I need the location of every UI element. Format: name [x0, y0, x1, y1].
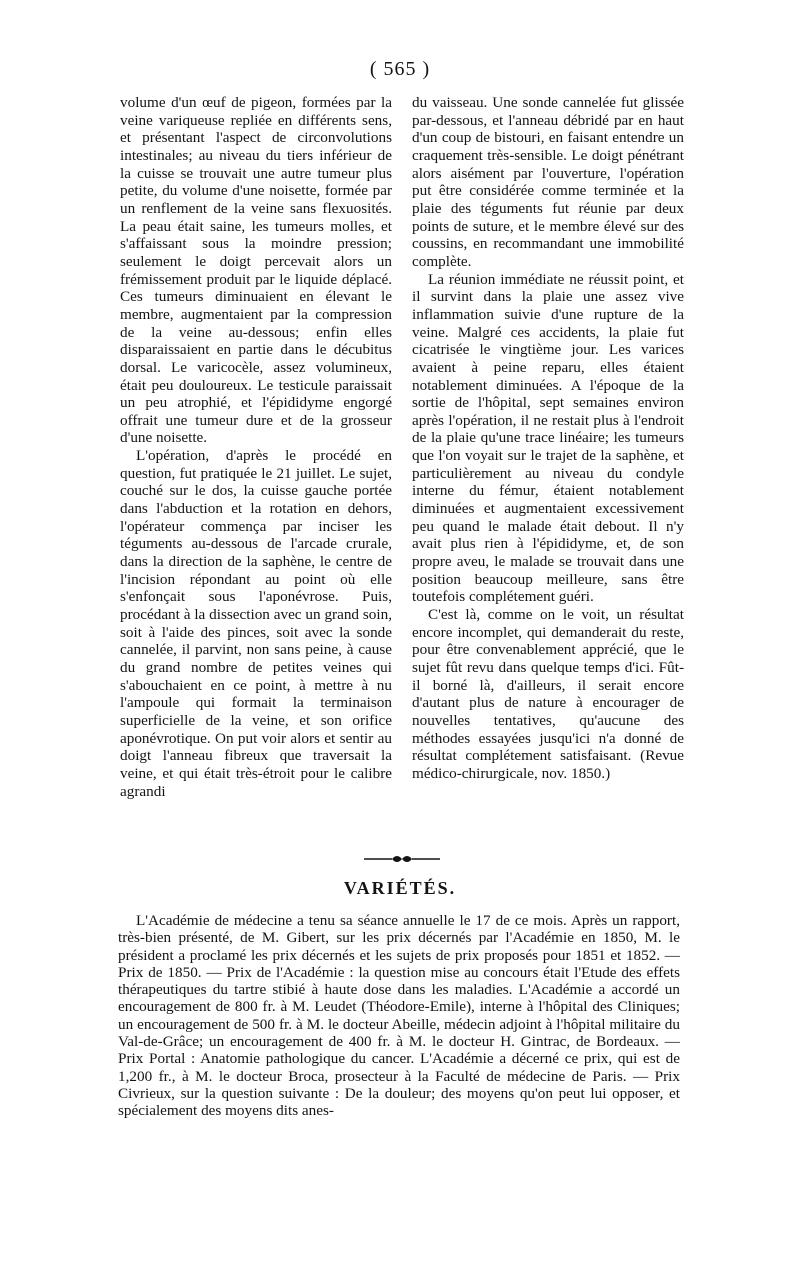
right-paragraph-3: C'est là, comme on le voit, un résultat encore incomplet, qui demanderait du reste, pour être convenablement apprécié, que le sujet fût revu dans quelque temps d'ici. Fût-il borné là, d'ailleurs, il serait encore d'autant plus de nature à encourager de nouvelles tentatives, qu'aucune des méthodes essayées jusqu'ici n'a donné de résultat complétement satisfaisant. (Revue médico-chirurgicale, nov. 1850.): [412, 606, 684, 782]
varietes-section: [118, 912, 680, 1120]
right-paragraph-2: La réunion immédiate ne réussit point, et il survint dans la plaie une assez vive inflammation suivie d'une rupture de la veine. Malgré ces accidents, la plaie fut cicatrisée le vingtième jour. Les varices avaient à peine reparu, elles étaient notablement diminuées. A l'époque de la sortie de l'hôpital, sept semaines environ après l'opération, il ne restait plus à l'endroit de la plaie qu'une trace linéaire; les tumeurs que l'on voyait sur le trajet de la saphène, et particulièrement au niveau du condyle interne du fémur, étaient notablement diminuées et augmentaient excessivement peu quand le malade était debout. Il n'y avait plus rien à l'épididyme, et, de son propre aveu, le malade se trouvait dans une position beaucoup meilleure, sans être toutefois complétement guéri.: [412, 270, 684, 606]
varietes-paragraph: L'Académie de médecine a tenu sa séance annuelle le 17 de ce mois. Après un rapport, très-bien présenté, de M. Gibert, sur les prix décernés par l'Académie en 1850, M. le président a proclamé les prix décernés et les sujets de prix proposés pour 1851 et 1852. — Prix de 1850. — Prix de l'Académie : la question mise au concours était l'Etude des effets thérapeutiques du tartre stibié à haute dose dans les maladies. L'Académie a accordé un encouragement de 800 fr. à M. Leudet (Théodore-Emile), interne à l'hôpital des Cliniques; un encouragement de 500 fr. à M. le docteur Abeille, médecin adjoint à l'hôpital militaire du Val-de-Grâce; un encouragement de 400 fr. à M. le docteur H. Gintrac, de Bordeaux. — Prix Portal : Anatomie pathologique du cancer. L'Académie a décerné ce prix, qui est de 1,200 fr., à M. le docteur Broca, prosecteur à la Faculté de médecine de Paris. — Prix Civrieux, sur la question suivante : De la douleur; des moyens qu'on peut lui opposer, et spécialement des moyens dits anes-: [118, 912, 680, 1120]
page-number: ( 565 ): [369, 58, 431, 80]
right-paragraph-1: du vaisseau. Une sonde cannelée fut glissée par-dessous, et l'anneau débridé par en haut d'un coup de bistouri, en faisant entendre un craquement très-sensible. Le doigt pénétrant alors aisément par l'ouverture, l'opération put être considérée comme terminée et la plaie des téguments fut réunie par deux points de suture, et le membre élevé sur des coussins, en recommandant une immobilité complète.: [412, 94, 684, 270]
left-paragraph-2: L'opération, d'après le procédé en question, fut pratiquée le 21 juillet. Le sujet, couché sur le dos, la cuisse gauche portée dans l'abduction et la rotation en dehors, l'opérateur commença par inciser les téguments au-dessous de l'arcade crurale, dans la direction de la saphène, le centre de l'incision répondant au point où elle s'enfonçait sous l'aponévrose. Puis, procédant à la dissection avec un grand soin, soit à l'aide des pinces, soit avec la sonde cannelée, il parvint, non sans peine, à cause du grand nombre de petites veines qui s'abouchaient en ce point, à mettre à nu l'ampoule qui formait la terminaison superficielle de la veine, et son orifice aponévrotique. On put voir alors et sentir au doigt l'anneau fibreux que traversait la veine, et qui était très-étroit pour le calibre agrandi: [120, 447, 392, 800]
left-column: [120, 94, 392, 800]
section-ornament: [362, 852, 442, 866]
right-column: [412, 94, 684, 783]
section-title: VARIÉTÉS.: [343, 878, 457, 898]
left-paragraph-1: volume d'un œuf de pigeon, formées par la veine variqueuse repliée en différents sens, et présentant l'aspect de circonvolutions intestinales; au niveau du tiers inférieur de la cuisse se trouvait une autre tumeur plus petite, du volume d'une noisette, formée par un renflement de la veine sans flexuosités. La peau était saine, les tumeurs molles, et s'affaissant sous la moindre pression; seulement le doigt percevait alors un frémissement produit par le liquide déplacé. Ces tumeurs diminuaient en élevant le membre, augmentaient par la compression de la veine au-dessous; enfin elles disparaissaient en partie dans le décubitus dorsal. Le varicocèle, assez volumineux, était peu douloureux. Le testicule paraissait un peu atrophié, et l'épididyme engorgé offrait une tumeur dure et de la grosseur d'une noisette.: [120, 94, 392, 447]
